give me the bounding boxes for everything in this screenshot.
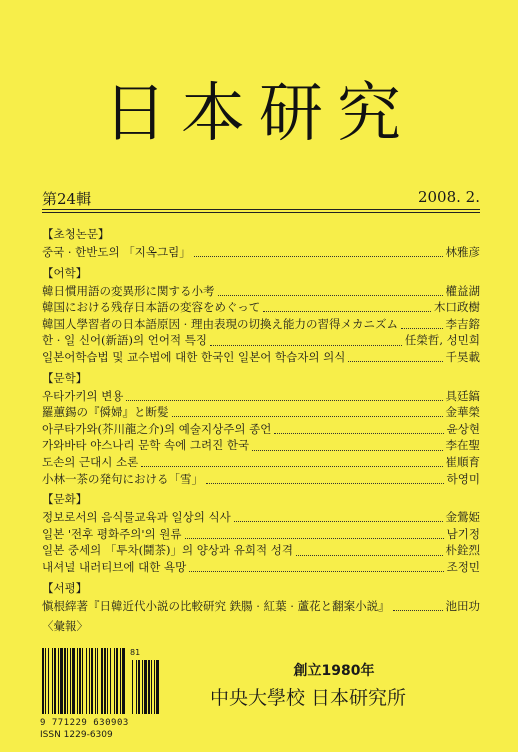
toc-entry	[42, 388, 480, 405]
issue-number: 第24輯	[42, 190, 92, 208]
barcode-number: 9 771229 630903	[40, 718, 129, 728]
founded-year: 創立1980年	[293, 663, 375, 679]
leader-dots	[172, 407, 443, 417]
news-note: 〈彙報〉	[42, 619, 88, 634]
leader-dots	[218, 286, 443, 296]
toc-entry	[42, 559, 480, 576]
toc-entry	[42, 598, 480, 615]
leader-dots	[194, 247, 443, 257]
toc-entry	[42, 471, 480, 488]
entry-title: 우타가키의 변용	[42, 388, 124, 403]
barcode-addon: 81	[130, 648, 141, 657]
entry-title: 일본 '전후 평화주의'의 원류	[42, 526, 182, 541]
entry-title: 韓国における残存日本語の変容をめぐって	[42, 300, 261, 315]
entry-title: 정보로서의 음식물교육과 일상의 식사	[42, 510, 231, 525]
entry-title: 내셔널 내러티브에 대한 욕망	[42, 559, 187, 574]
entry-title: 아쿠타가와(芥川龍之介)의 예술지상주의 종언	[42, 421, 272, 436]
toc-entry	[42, 404, 480, 421]
toc-entry	[42, 349, 480, 366]
entry-author: 남기정	[446, 526, 480, 541]
entry-title: 도손의 근대시 소론	[42, 454, 139, 469]
issn: ISSN 1229-6309	[40, 730, 113, 740]
toc-entry	[42, 316, 480, 333]
entry-title: 중국 · 한반도의 「지옥그림」	[42, 245, 191, 259]
leader-dots	[234, 512, 443, 522]
section-heading: 【어학】	[42, 265, 88, 280]
leader-dots	[296, 546, 443, 556]
divider-thin	[42, 212, 480, 213]
entry-author: 具廷鎬	[445, 388, 480, 403]
toc-entry	[42, 437, 480, 454]
leader-dots	[348, 352, 442, 362]
section-heading: 【초청논문】	[42, 227, 110, 241]
leader-dots	[141, 457, 442, 467]
entry-title: 韓国人學習者の日本語原因 · 理由表現の切換え能力の習得メカニズム	[42, 316, 398, 331]
toc-entry	[42, 332, 480, 349]
toc-entry	[42, 509, 480, 526]
section-heading: 【문학】	[42, 370, 88, 385]
entry-title: 한 · 일 신어(新語)의 언어적 특징	[42, 333, 207, 348]
entry-title: 愼根縡著『日韓近代小説の比較研究 鉄腸 · 紅葉 · 蘆花と翻案小説』	[42, 598, 390, 613]
leader-dots	[126, 391, 442, 401]
journal-title: 日本研究	[103, 77, 415, 151]
entry-author: 金鶯姫	[445, 510, 480, 525]
divider-thick	[42, 209, 480, 210]
entry-title: 일본어학습법 및 교수법에 대한 한국인 일본어 학습자의 의식	[42, 349, 346, 364]
toc-entry	[42, 421, 480, 438]
leader-dots	[206, 474, 444, 484]
entry-title: 羅蕙錫の『僢婦』と断髪	[42, 405, 169, 420]
entry-title: 韓日慣用語の変異形に関する小考	[42, 283, 215, 298]
issue-row	[42, 188, 480, 209]
entry-title: 小林一茶の発句における「雪」	[42, 471, 203, 486]
leader-dots	[252, 441, 442, 451]
section-heading: 【서평】	[42, 580, 88, 595]
entry-author: 하영미	[446, 471, 480, 486]
leader-dots	[210, 336, 402, 346]
entry-author: 李吉鎔	[445, 316, 480, 331]
toc-entry	[42, 244, 480, 261]
entry-author: 任榮哲, 성민희	[404, 333, 480, 348]
entry-title: 가와바타 야스나리 문학 속에 그려진 한국	[42, 438, 250, 453]
leader-dots	[274, 424, 443, 434]
entry-author: 윤상현	[446, 421, 480, 436]
publisher: 中央大學校 日本研究所	[209, 687, 407, 709]
entry-author: 金華榮	[445, 405, 480, 420]
entry-author: 李在聖	[445, 438, 480, 453]
toc-entry	[42, 526, 480, 543]
toc-entry	[42, 454, 480, 471]
entry-author: 千昊載	[445, 349, 480, 364]
leader-dots	[263, 302, 431, 312]
leader-dots	[185, 529, 444, 539]
entry-author: 木口政樹	[434, 300, 480, 315]
issue-date: 2008. 2.	[417, 188, 480, 206]
entry-author: 權益湖	[445, 283, 480, 298]
leader-dots	[393, 601, 443, 611]
entry-title: 일본 중세의 「투차(鬪茶)」의 양상과 유희적 성격	[42, 543, 293, 558]
entry-author: 朴銓烈	[445, 543, 480, 558]
barcode-bars	[40, 648, 162, 716]
leader-dots	[401, 319, 443, 329]
toc-entry	[42, 299, 480, 316]
entry-author: 崔順育	[445, 454, 480, 469]
toc-entry	[42, 542, 480, 559]
entry-author: 池田功	[445, 598, 480, 613]
barcode	[40, 648, 162, 743]
table-of-contents	[42, 222, 480, 634]
section-heading: 【문화】	[42, 492, 88, 507]
leader-dots	[189, 562, 443, 572]
entry-author: 林雅彦	[445, 245, 480, 259]
toc-entry	[42, 283, 480, 300]
entry-author: 조정민	[446, 559, 480, 574]
